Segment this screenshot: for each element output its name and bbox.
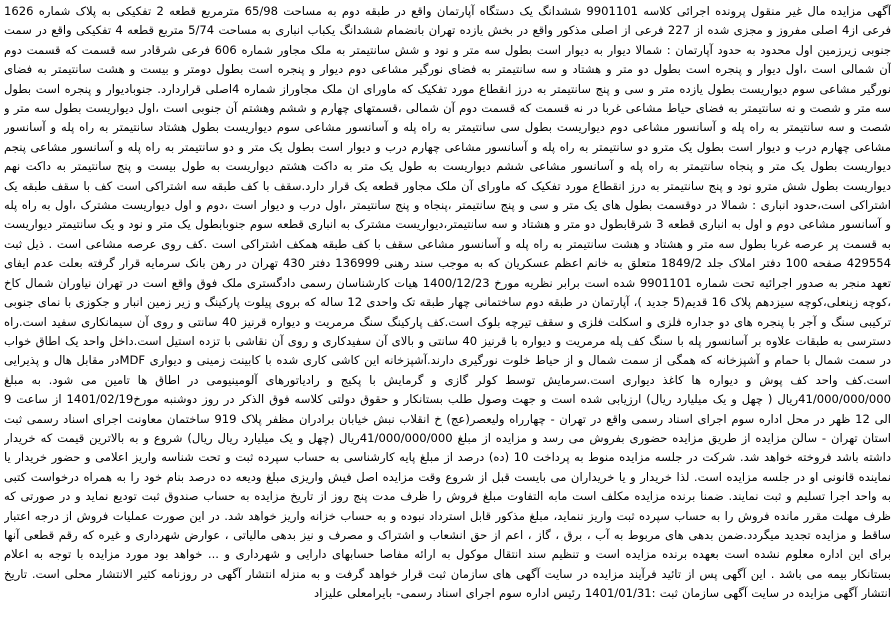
auction-notice-body: آگهی مزایده مال غیر منقول پرونده اجرائی کلاسه 9901101 ششدانگ یک دستگاه آپارتمان واقع در طبقه دوم به مساحت 65/98 مترمربع قطعه 2 تفکیکی به پلاک شماره 1626 فرعی از4 اصلی مفروز و مجزی شده از 227 فرعی از اصلی مذکور واقع در بخش یازده تهران بانضمام ششدانگ یکباب انباری به مساحت 5/74 متربع قطعه 4 تفکیکی واقع در سمت جنوبی زیرزمین اول محدود به حدود آپارتمان : شمالا دیوار به دیوار است بطول سه متر و نود و شش سانتیمتر به ملک مجاور شماره 606 فرعی شرقادر سه قسمت که قسمت دوم آن شمالی است ،اول دیوار و پنجره است بطول دو متر و هشتاد و سه سانتیمتر به فضای نورگیر مشاعی دوم دیوار و پنجره است بطول دومتر و بیست و هشت سانتیمتر به فضای نورگیر مشاعی سوم دیواریست بطول یازده متر و سی و پنج سانتیمتر به درز انقطاع مورد تفکیک که ماورای ان ملک مجاوراز شماره 4اصلی قراردارد. جنوبادیوار و پنجره است بطول سه متر و شصت و نه سانتیمتر به فضای حیاط مشاعی غربا در نه قسمت که قسمت دوم آن شمالی ،قسمتهای چهارم و ششم وهشتم آن جنوبی است ،اول دیواریست بطول سه متر و شصت و سه سانتیمتر به راه پله و آسانسور مشاعی دوم دیواریست بطول سی سانتیمتر به راه پله و آسانسور مشاعی سوم دیواریست بطول هشتاد سانتیمتر به راه پله و آسانسور مشاعی چهارم درب و دیوار است بطول یک مترو دو سانتیمتر به راه پله و آسانسور مشاعی چهارم درب و دیوار است بطول یک متر و دو سانتیمتر به راه پله و آسانسور مشاعی پنجم دیواریست بطول یک متر و پنجاه سانتیمتر به راه پله و آسانسور مشاعی ششم دیواریست به طول یک متر به داکت هشتم دیواریست به طول بیست و پنج سانتیمتر به داکت نهم دیواریست بطول شش مترو نود و پنج سانتیمتر به درز انقطاع مورد تفکیک که ماورای آن ملک مجاور قطعه یک قرار دارد.سقف با کف طبقه سه اشتراکی است کف با سقف طبقه یک اشتراکی است،حدود انباری : شمالا در دوقسمت بطول های یک متر و سی و پنج سانتیمتر ،پنجاه و پنج سانتیمتر ،اول درب و دیوار است ،دوم و اول دیواریست مشترک ،اول به راه پله و آسانسور مشاعی دوم و اول به انباری قطعه 3 شرقابطول دو متر و هشتاد و سه سانتیمتر،دیواریست مشترک به انباری قطعه سوم جنوبابطول یک متر و نود و یک سانتیمتر دیواریست به قسمت پر عرصه غربا بطول سه متر و هشتاد و هشت سانتیمتر به راه پله و آسانسور مشاعی سقف با کف طبقه همکف اشتراکی است .کف روی عرصه مشاعی است . ذیل ثبت 429554 صفحه 100 دفتر املاک جلد 1849/2 متعلق به خانم اعظم عسکریان که به موجب سند رهنی 136999 دفتر 430 تهران در رهن بانک سرمایه قرار گرفته بعلت عدم ایفای تعهد منجر به صدور اجرائیه تحت شماره 9901101 شده است برابر نظریه مورخ 1400/12/23 هیات کارشناسان رسمی دادگستری ملک فوق واقع است در تهران نیاوران شمال کاخ ،کوچه زینعلی،کوچه سیزدهم پلاک 16 قدیم(5 جدید )، آپارتمان در طبقه دوم ساختمانی چهار طبقه تک واحدی 12 ساله که بروی پیلوت پارکینگ و زیر زمین انبار و جکوزی با نمای جنوبی ترکیبی سنگ و آجر با پنجره های دو جداره فلزی و اسکلت فلزی و سقف تیرچه بلوک است.کف پارکینگ سنگ مرمریت و دیواره قرنیز 40 سانتی و روی آن سیمانکاری سفید است.راه دسترسی به طبقات علاوه بر آسانسور پله با سنگ کف پله مرمریت و دیواره با قرنیز 40 سانتی و بالای آن سفیدکاری و روی آن نقاشی با تزده استیل است.داخل واحد یک اطاق خواب در سمت شمال با حمام و آشپزخانه که همگی از سمت شمال و از حیاط خلوت نورگیری دارند.آشپزخانه این کاشی کاری شده با کابینت زمینی و دیواری MDFدر مقابل هال و پذیرایی است.کف واحد کف پوش و دیواره ها کاغذ دیواری است.سرمایش توسط کولر گازی و گرمایش با پکیج و رادیاتورهای آلومینیومی در اطاق ها تامین می شود. به مبلغ 41/000/000/000ریال ( چهل و یک میلیارد ریال) ارزیابی شده است و جهت وصول طلب بستانکار و حقوق دولتی کلاسه فوق الذکر در روز دوشنبه مورخ1401/02/19 از ساعت 9 الی 12 ظهر در محل اداره سوم اجرای اسناد رسمی واقع در تهران - چهارراه ولیعصر(عج) خ انقلاب نبش خیابان برادران مظفر پلاک 919 ساختمان معاونت اجرای اسناد رسمی ثبت استان تهران - سالن مزایده از طریق مزایده حضوری بفروش می رسد و مزایده از مبلغ 41/000/000/000ریال (چهل و یک میلیارد ریال ریال) شروع و به بالاترین قیمت که خریدار داشته باشد فروخته خواهد شد. شرکت در جلسه مزایده منوط به پرداخت 10 (ده) درصد از مبلغ پایه کارشناسی به حساب سپرده ثبت و تحت شناسه واریز اعلامی و حضور خریدار یا نماینده قانونی او در جلسه مزایده است. لذا خریدار و یا خریداران می بایست قبل از شروع وقت مزایده اصل فیش واریزی مبلغ ودیعه ده درصد بنام خود را به همراه درخواست کتبی به واحد اجرا تسلیم و ثبت نمایند. ضمنا برنده مزایده مکلف است مابه التفاوت مبلغ فروش را ظرف مدت پنج روز از تاریخ مزایده به حساب صندوق ثبت تودیع نماید و در صورتی که ظرف مهلت مقرر مانده فروش را به حساب سپرده ثبت واریز ننماید، مبلغ مذکور قابل استرداد نبوده و به حساب خزانه واریز خواهد شد. در این صورت عملیات فروش از درجه اعتبار ساقط و مزایده تجدید میگردد.ضمن بدهی های مربوط به آب ، برق ، گاز ، اعم از حق انشعاب و اشتراک و مصرف و نیز بدهی مالیاتی ، عوارض شهرداری و غیره که رقم قطعی آنها برای این اداره معلوم نشده است بعهده برنده مزایده است و تنظیم سند انتقال موکول به ارائه مفاصا حسابهای دارایی و شهرداری و ... خواهد بود مورد مزایده با توجه به اعلام بستانکار بیمه می باشد . این آگهی پس از تائید فرآیند مزایده در سایت آگهی های سازمان ثبت قرار خواهد گرفت و به منزله انتشار آگهی در روزنامه کثیر الانتشار محلی است. تاریخ انتشار آگهی مزایده در سایت آگهی سازمان ثبت :1401/01/31 رئیس اداره سوم اجرای اسناد رسمی- بایرامعلی علیزاد bbox=[4, 4, 891, 601]
